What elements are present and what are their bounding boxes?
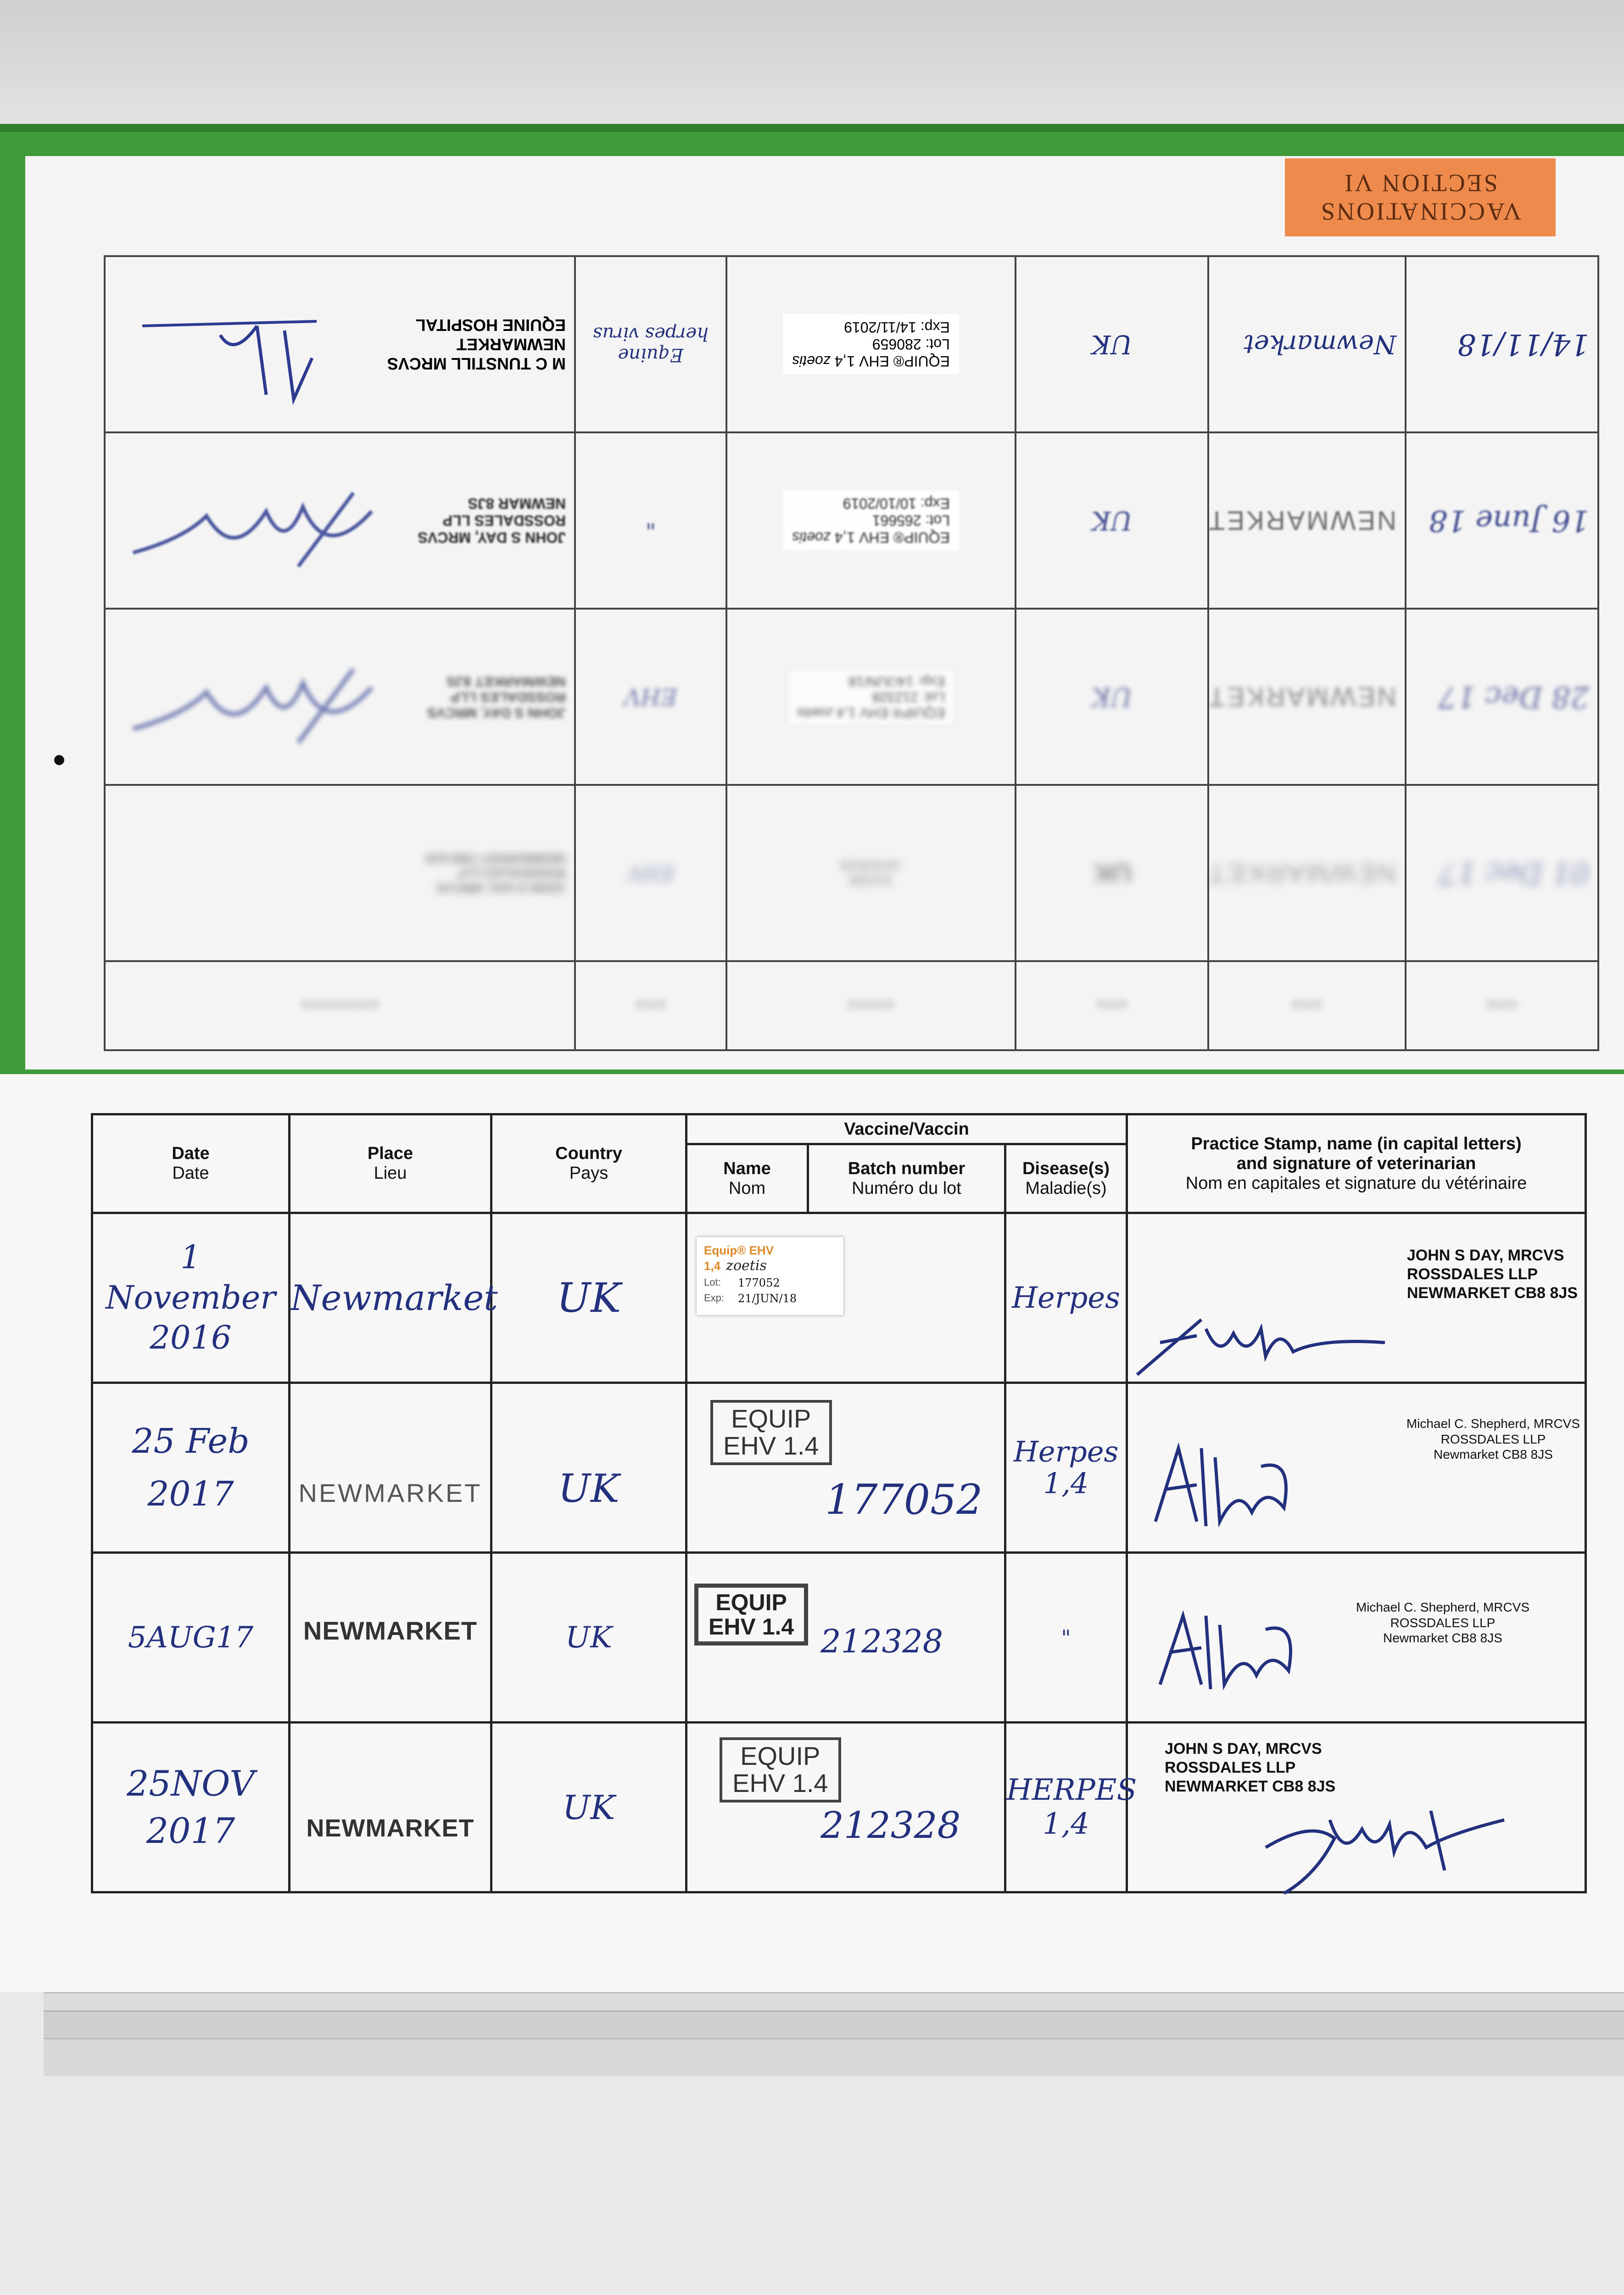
upper-vet: JOHN S DAY, MRCVS ROSSDALES LLP NEWMARKET CB8 8JS	[105, 785, 575, 961]
upper-label: EQUIP® EHV 1,4 zoetis Lot: 212328 Exp: 14/JUN/18	[726, 609, 1016, 785]
upper-row	[105, 256, 1598, 432]
vaccine-sticker: Equip® EHV 1,4 zoetis Lot: 177052 Exp: 21/JUN/18	[697, 1237, 843, 1315]
place-cell: NEWMARKET	[290, 1553, 491, 1723]
practice-stamp: Michael C. Shepherd, MRCVS ROSSDALES LLP Newmarket CB8 8JS	[1356, 1600, 1530, 1646]
vaccine-name-stamp: EQUIP EHV 1.4	[710, 1400, 832, 1465]
practice-stamp: JOHN S DAY, MRCVS ROSSDALES LLP NEWMARKET CB8 8JS	[1406, 1247, 1578, 1302]
country-cell: UK	[491, 1553, 686, 1723]
upper-vet: JOHN S DAY, MRCVS ROSSDALES LLP NEWMAR 8JS	[105, 432, 575, 609]
upper-date: 14/11/18	[1406, 256, 1598, 432]
upper-place: Newmarket	[1208, 256, 1406, 432]
upper-country: UK	[1016, 785, 1208, 961]
practice-cell	[1127, 1723, 1586, 1892]
upper-vet: M C TUNSTILL MRCVS NEWMARKET EQUINE HOSPITAL	[105, 256, 575, 432]
signature-image	[1151, 1597, 1325, 1707]
vaccine-name-batch-cell	[686, 1553, 1005, 1723]
practice-stamp: Michael C. Shepherd, MRCVS ROSSDALES LLP Newmarket CB8 8JS	[1406, 1416, 1580, 1462]
upper-row	[105, 432, 1598, 609]
country-cell: UK	[491, 1383, 686, 1553]
col-header-practice: Practice Stamp, name (in capital letters) and signature of veterinarian Nom en capitales et signature du vétérinaire	[1127, 1114, 1586, 1213]
col-header-vaccine: Vaccine/Vaccin	[686, 1114, 1127, 1144]
upper-country: UK	[1016, 609, 1208, 785]
disease-cell: HERPES 1,4	[1005, 1723, 1127, 1892]
disease-cell: "	[1005, 1553, 1127, 1723]
page-edge	[44, 2010, 1624, 2039]
upper-vaccination-table	[106, 280, 1599, 1051]
section-tab-title: VACCINATIONS	[1319, 198, 1522, 225]
upper-disease: "	[575, 432, 726, 609]
signature-image	[133, 312, 326, 413]
signature-image	[1146, 1430, 1311, 1540]
col-header-date: Date Date	[92, 1114, 290, 1213]
upper-label: EQUIP® EHV 1,4 zoetis Lot: 280659 Exp: 14/11/2019	[726, 256, 1016, 432]
practice-stamp: JOHN S DAY, MRCVS ROSSDALES LLP NEWMARKET CB8 8JS	[1165, 1740, 1336, 1795]
upper-disease: EHV	[575, 785, 726, 961]
section-tab-subtitle: SECTION VI	[1343, 169, 1498, 197]
col-header-place: Place Lieu	[290, 1114, 491, 1213]
vaccine-name-stamp: EQUIP EHV 1.4	[720, 1737, 841, 1802]
upper-row	[105, 785, 1598, 961]
upper-label-lot: 212328	[849, 873, 893, 888]
batch-number: 177052	[825, 1476, 983, 1524]
table-row	[92, 1383, 1586, 1553]
upper-date: 01 Dec 17	[1406, 785, 1598, 961]
table-row	[92, 1723, 1586, 1892]
upper-place: NEWMARKET	[1208, 785, 1406, 961]
practice-cell	[1127, 1213, 1586, 1383]
country-cell: UK	[491, 1213, 686, 1383]
upper-place: NEWMARKET	[1208, 432, 1406, 609]
upper-date: 16 June 18	[1406, 432, 1598, 609]
place-cell: Newmarket	[290, 1213, 491, 1383]
vaccine-name-stamp: EQUIP EHV 1.4	[694, 1584, 808, 1646]
country-cell: UK	[491, 1723, 686, 1892]
vaccine-name-batch-cell	[686, 1383, 1005, 1553]
col-header-name: Name Nom	[686, 1144, 808, 1213]
upper-vet: JOHN S DAY, MRCVS ROSSDALES LLP NEWMARKET 8JS	[105, 609, 575, 785]
batch-number: 212328	[820, 1623, 943, 1660]
scanner-background	[0, 0, 1624, 124]
disease-cell: Herpes	[1005, 1213, 1127, 1383]
date-cell: 5AUG17	[92, 1553, 290, 1723]
upper-row	[105, 609, 1598, 785]
date-cell: 1 November 2016	[92, 1213, 290, 1383]
signature-image	[124, 479, 381, 580]
signature-image	[124, 655, 381, 756]
vaccine-name-batch-cell	[686, 1723, 1005, 1892]
upper-header-row: ▭▭ ▭▭ ▭▭ ▭▭▭ ▭▭ ▭▭▭▭▭	[105, 961, 1598, 1050]
date-cell: 25 Feb 2017	[92, 1383, 290, 1553]
upper-country: UK	[1016, 256, 1208, 432]
signature-image	[1256, 1792, 1578, 1898]
page-edge	[44, 2038, 1624, 2076]
header-row	[92, 1114, 1586, 1144]
scan-dot	[54, 755, 64, 765]
vaccine-label-cell	[686, 1213, 1005, 1383]
upper-disease: EHV	[575, 609, 726, 785]
table-row	[92, 1553, 1586, 1723]
upper-disease: Equine herpes virus	[575, 256, 726, 432]
upper-place: NEWMARKET	[1208, 609, 1406, 785]
vaccination-table	[91, 1113, 1585, 1893]
place-cell: NEWMARKET	[290, 1723, 491, 1892]
signature-image	[1128, 1292, 1403, 1384]
upper-label-exp: 14/JUN/18	[840, 859, 902, 873]
col-header-batch: Batch number Numéro du lot	[808, 1144, 1005, 1213]
upper-label: EQUIP® EHV 1,4 zoetis Lot: 265661 Exp: 10/10/2019	[726, 432, 1016, 609]
upper-country: UK	[1016, 432, 1208, 609]
col-header-country: Country Pays	[491, 1114, 686, 1213]
date-cell: 25NOV 2017	[92, 1723, 290, 1892]
place-cell: NEWMARKET	[290, 1383, 491, 1553]
page-edge	[44, 1992, 1624, 2012]
batch-number: 212328	[820, 1804, 961, 1847]
practice-cell	[1127, 1383, 1586, 1553]
upper-date: 28 Dec 17	[1406, 609, 1598, 785]
table-row	[92, 1213, 1586, 1383]
col-header-disease: Disease(s) Maladie(s)	[1005, 1144, 1127, 1213]
section-tab	[1285, 158, 1556, 236]
upper-label	[726, 785, 1016, 961]
practice-cell	[1127, 1553, 1586, 1723]
disease-cell: Herpes 1,4	[1005, 1383, 1127, 1553]
